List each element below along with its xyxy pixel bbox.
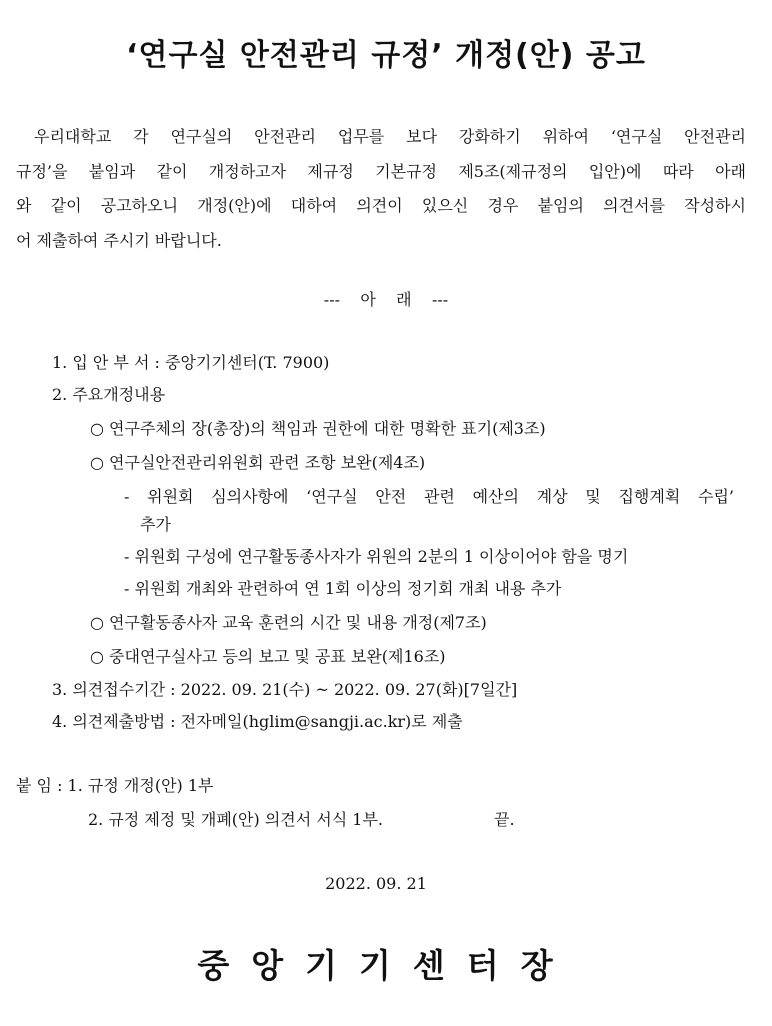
intro-line-2: 규정’을 붙임과 같이 개정하고자 제규정 기본규정 제5조(제규정의 입안)에 따라 아래 — [16, 161, 746, 181]
item-3-period: 3. 의견접수기간 : 2022. 09. 21(수) ~ 2022. 09. 27(화)[7일간] — [52, 680, 518, 699]
item-1-department: 1. 입 안 부 서 : 중앙기기센터(T. 7900) — [52, 353, 330, 372]
date: 2022. 09. 21 — [325, 874, 427, 893]
intro-line-4: 어 제출하여 주시기 바랍니다. — [16, 231, 222, 251]
intro-paragraph — [16, 120, 746, 259]
attachment-1: 붙 임 : 1. 규정 개정(안) 1부 — [16, 776, 214, 795]
item-2-sub-4: ○ 중대연구실사고 등의 보고 및 공표 보완(제16조) — [90, 647, 446, 666]
item-2-sub-2: ○ 연구실안전관리위원회 관련 조항 보완(제4조) — [90, 453, 426, 472]
end-mark: 끝. — [494, 810, 515, 829]
item-2-sub-2-dash-1-cont: 추가 — [140, 515, 171, 534]
item-2-heading: 2. 주요개정내용 — [52, 385, 166, 404]
intro-line-3: 와 같이 공고하오니 개정(안)에 대하여 의견이 있으신 경우 붙임의 의견서를 작성하시 — [16, 196, 746, 216]
item-2-sub-2-dash-1: - 위원회 심의사항에 ‘연구실 안전 관련 예산의 계상 및 집행계획 수립’ — [124, 487, 734, 506]
item-2-sub-2-dash-2: - 위원회 구성에 연구활동종사자가 위원의 2분의 1 이상이어야 함을 명기 — [124, 547, 629, 566]
document-title: ‘연구실 안전관리 규정’ 개정(안) 공고 — [126, 38, 646, 73]
item-2-sub-3: ○ 연구활동종사자 교육 훈련의 시간 및 내용 개정(제7조) — [90, 613, 487, 632]
item-4-method: 4. 의견제출방법 : 전자메일(hglim@sangji.ac.kr)로 제출 — [52, 712, 463, 731]
ara-heading: --- 아 래 --- — [323, 290, 449, 309]
item-2-sub-1: ○ 연구주체의 장(총장)의 책임과 권한에 대한 명확한 표기(제3조) — [90, 419, 546, 438]
intro-line-1: 우리대학교 각 연구실의 안전관리 업무를 보다 강화하기 위하여 ‘연구실 안전관리 — [34, 127, 746, 146]
item-2-sub-2-dash-3: - 위원회 개최와 관련하여 연 1회 이상의 정기회 개최 내용 추가 — [124, 579, 562, 598]
signature: 중앙기기센터장 — [197, 946, 575, 985]
attachment-2: 2. 규정 제정 및 개폐(안) 의견서 서식 1부. — [88, 810, 384, 829]
